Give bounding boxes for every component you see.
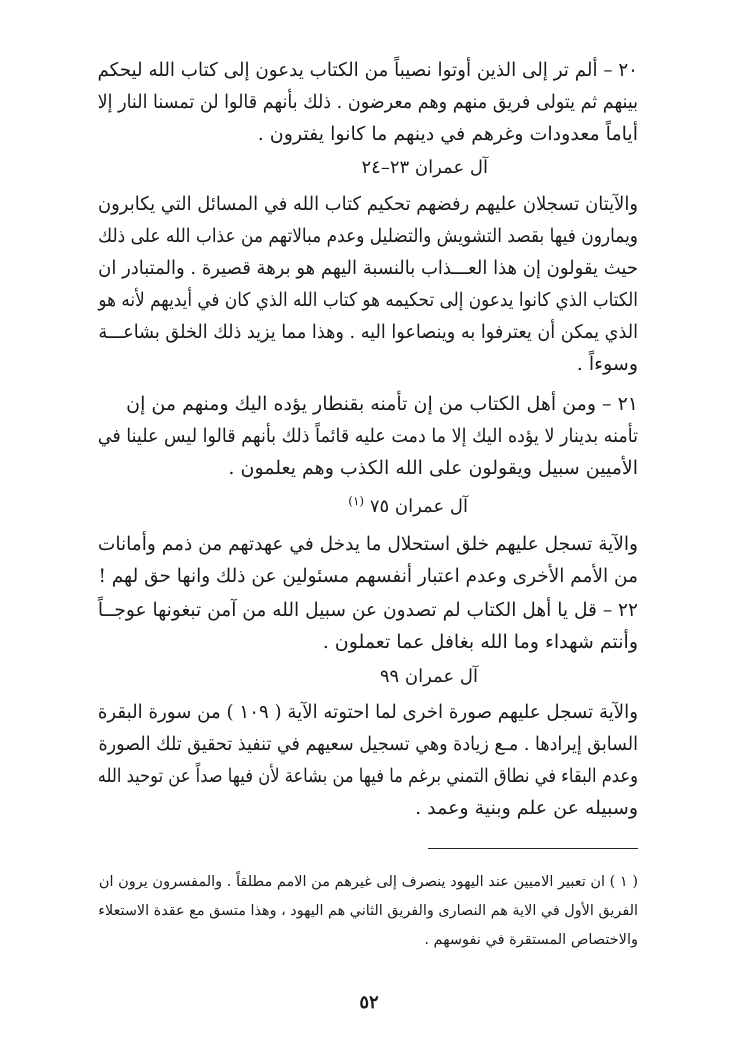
commentary-line: حيث يقولون إن هذا العـــذاب بالنسبة اليهم هو برهة قصيرة . والمتبادر ان — [98, 257, 639, 279]
verse-21 — [98, 388, 638, 484]
verse-line: ٢١ – ومن أهل الكتاب من إن تأمنه بقنطار يؤده اليك ومنهم من إن — [126, 393, 638, 415]
verse-line: ٢٢ – قل يا أهل الكتاب لم تصدون عن سبيل الله من آمن تبغونها عوجــاً — [97, 599, 638, 621]
page-number: ٥٢ — [359, 992, 379, 1013]
verse-line: تأمنه بدينار لا يؤده اليك إلا ما دمت عليه قائماً ذلك بأنهم قالوا ليس علينا في — [97, 425, 638, 447]
footnote-line: ( ١ ) ان تعبير الاميين عند اليهود ينصرف إلى غيرهم من الامم مطلقاً . والمفسرون يرون ان — [98, 874, 638, 890]
verse-line: الأميين سبيل ويقولون على الله الكذب وهم يعلمون . — [228, 457, 638, 479]
commentary-line: والآيتان تسجلان عليهم رفضهم تحكيم كتاب الله في المسائل التي يكابرون — [97, 193, 638, 215]
verse-22 — [98, 594, 638, 658]
commentary-line: ويمارون فيها بقصد التشويش والتضليل وعدم مبالاتهم من عذاب الله على ذلك — [98, 225, 638, 247]
verse-20 — [98, 54, 638, 150]
commentary-line: السابق إيرادها . مـع زيادة وهي تسجيل سعيهم في تنفيذ تحقيق تلك الصورة — [98, 733, 638, 755]
verse-reference: آل عمران ٢٣–٢٤ — [361, 157, 488, 178]
verse-line: بينهم ثم يتولى فريق منهم وهم معرضون . ذلك بأنهم قالوا لن تمسنا النار إلا — [97, 91, 638, 113]
commentary-line: وعدم البقاء في نطاق التمني برغم ما فيها من بشاعة لأن فيها صداً عن توحيد الله — [97, 765, 639, 787]
footnote-divider — [428, 848, 638, 849]
commentary-line: من الأمم الأخرى وعدم اعتبار أنفسهم مسئولين عن ذلك وانها حق لهم ! — [98, 565, 639, 587]
footnote-marker: (١) — [348, 494, 365, 508]
commentary-line: والآية تسجل عليهم خلق استحلال ما يدخل في عهدتهم من ذمم وأمانات — [97, 533, 638, 555]
commentary-1 — [98, 188, 638, 380]
verse-line: أياماً معدودات وغرهم في دينهم ما كانوا يفترون . — [257, 123, 638, 145]
commentary-line: الذي يمكن أن يعترفوا به وينصاعوا اليه . وهذا مما يزيد ذلك الخلق بشاعـــة — [98, 321, 638, 343]
footnote — [98, 868, 638, 955]
commentary-line: الكتاب الذي كانوا يدعون إلى تحكيمه هو كتاب الله الذي كان في أيديهم لأنه هو — [98, 289, 638, 311]
commentary-line: وسوءاً . — [576, 353, 638, 375]
commentary-line: والآية تسجل عليهم صورة اخرى لما احتوته الآية ( ١٠٩ ) من سورة البقرة — [97, 701, 638, 723]
verse-line: وأنتم شهداء وما الله بغافل عما تعملون . — [322, 631, 638, 653]
footnote-line: الفريق الأول في الاية هم النصارى والفريق الثاني هم اليهود ، وهذا متسق مع عقدة الاستعلاء — [98, 903, 638, 919]
commentary-line: وسبيله عن علم وبنية وعمد . — [415, 797, 638, 819]
verse-reference: آل عمران ٩٩ — [379, 666, 478, 687]
verse-line: ٢٠ – ألم تر إلى الذين أوتوا نصيباً من الكتاب يدعون إلى كتاب الله ليحكم — [97, 59, 638, 81]
commentary-3 — [98, 696, 638, 824]
footnote-line: والاختصاص المستقرة في نفوسهم . — [424, 932, 638, 948]
reference-text: آل عمران ٧٥ — [369, 496, 468, 517]
verse-reference — [348, 487, 468, 521]
commentary-2 — [98, 528, 638, 592]
